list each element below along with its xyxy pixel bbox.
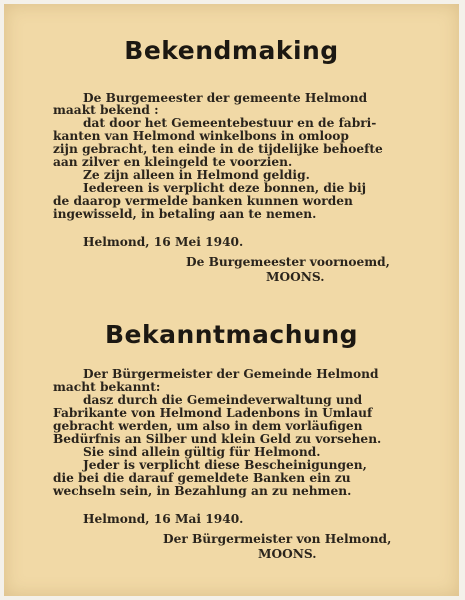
german-signatory: Der Bürgermeister von Helmond, <box>163 532 392 546</box>
dutch-line: maakt bekend : <box>53 103 159 117</box>
dutch-line: dat door het Gemeentebestuur en de fabri- <box>83 116 377 130</box>
dutch-line: de daarop vermelde banken kunnen worden <box>53 194 353 208</box>
dutch-line: Iedereen is verplicht deze bonnen, die bij <box>83 181 367 195</box>
german-line: macht bekannt: <box>53 380 161 394</box>
dutch-date: Helmond, 16 Mei 1940. <box>83 235 244 249</box>
dutch-line: kanten van Helmond winkelbons in omloop <box>53 129 349 143</box>
dutch-signatory: De Burgemeester voornoemd, <box>186 255 390 269</box>
dutch-line: zijn gebracht, ten einde in de tijdelijke behoefte <box>53 142 383 156</box>
dutch-line: Ze zijn alleen in Helmond geldig. <box>83 168 310 182</box>
german-line: die bei die darauf gemeldete Banken ein zu <box>53 471 351 485</box>
german-date: Helmond, 16 Mai 1940. <box>83 512 244 526</box>
dutch-line: De Burgemeester der gemeente Helmond <box>83 91 368 105</box>
dutch-line: ingewisseld, in betaling aan te nemen. <box>53 207 317 221</box>
german-line: Der Bürgermeister der Gemeinde Helmond <box>83 367 379 381</box>
german-line: Bedürfnis an Silber und klein Geld zu vorsehen. <box>53 432 382 446</box>
german-line: Sie sind allein gültig für Helmond. <box>83 445 321 459</box>
dutch-title: Bekendmaking <box>124 36 339 65</box>
german-line: Fabrikante von Helmond Ladenbons in Umlauf <box>53 406 373 420</box>
german-name: MOONS. <box>258 547 317 561</box>
german-line: Jeder is verplicht diese Bescheinigungen, <box>83 458 367 472</box>
dutch-name: MOONS. <box>266 270 325 284</box>
german-line: wechseln sein, in Bezahlung an zu nehmen. <box>53 484 352 498</box>
proclamation-poster <box>4 4 459 596</box>
dutch-line: aan zilver en kleingeld te voorzien. <box>53 155 293 169</box>
german-line: dasz durch die Gemeindeverwaltung und <box>83 393 363 407</box>
german-title: Bekanntmachung <box>104 320 359 349</box>
german-line: gebracht werden, um also in dem vorläufigen <box>53 419 363 433</box>
